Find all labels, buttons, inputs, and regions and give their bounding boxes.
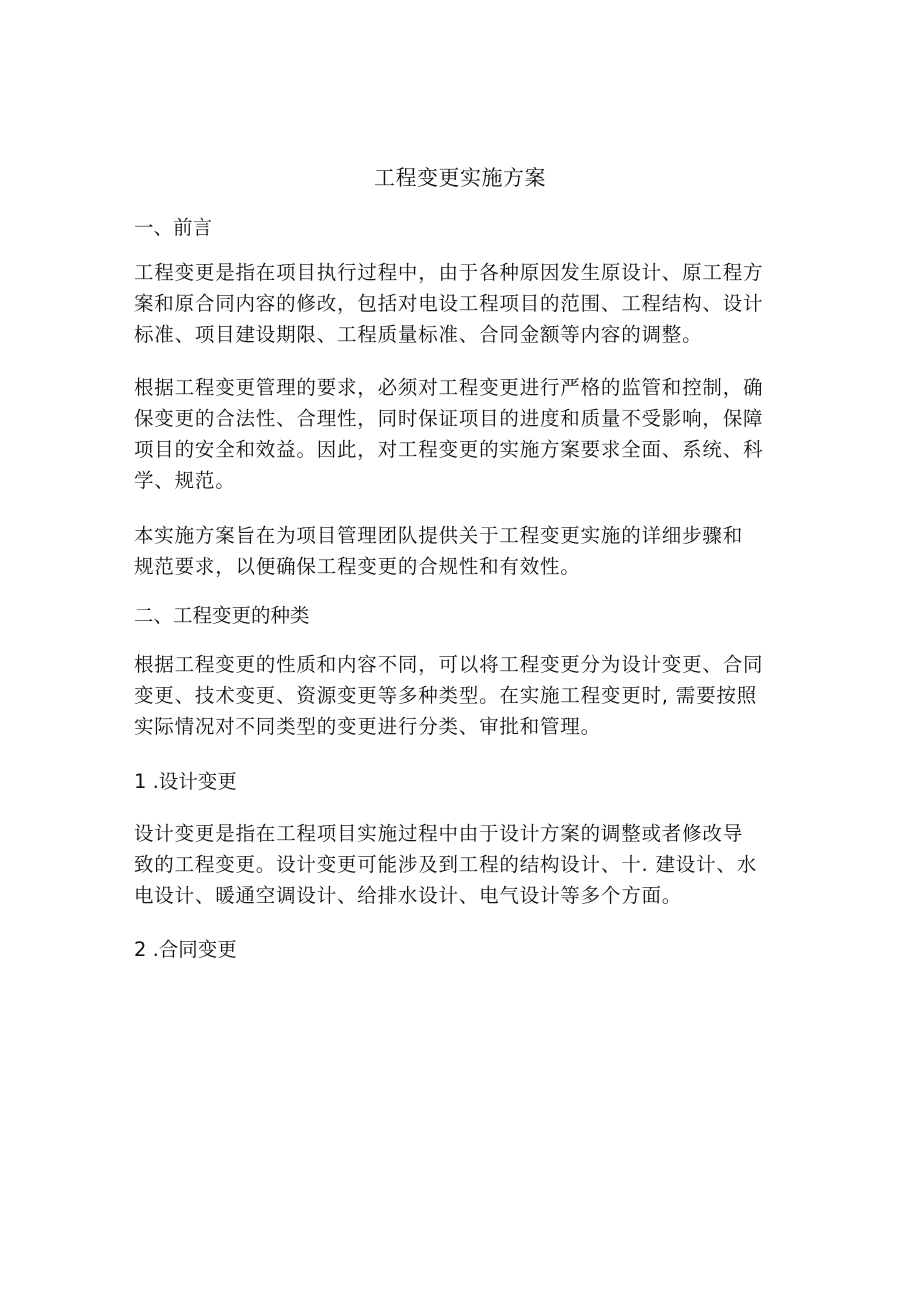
text-line: 变更、技术变更、资源变更等多种类型。在实施工程变更时, 需要按照 <box>134 684 757 707</box>
text-line: 工程变更是指在项目执行过程中，由于各种原因发生原设计、原工程方 <box>134 261 764 284</box>
text-line: 电设计、暖通空调设计、给排水设计、电气设计等多个方面。 <box>134 884 683 907</box>
text-line: 项目的安全和效益。因此，对工程变更的实施方案要求全面、系统、科 <box>134 438 764 461</box>
paragraph-preface-2 <box>134 372 794 496</box>
subsection-heading-design-change: 1 .设计变更 <box>134 770 237 793</box>
text-line: 根据工程变更的性质和内容不同，可以将工程变更分为设计变更、合同 <box>134 653 764 676</box>
text-line: 致的工程变更。设计变更可能涉及到工程的结构设计、十. 建设计、水 <box>134 853 757 876</box>
document-title: 工程变更实施方案 <box>374 166 546 190</box>
paragraph-types-1 <box>134 649 794 742</box>
paragraph-preface-1 <box>134 257 794 350</box>
text-line: 本实施方案旨在为项目管理团队提供关于工程变更实施的详细步骤和 <box>134 524 744 547</box>
section-heading-preface: 一、前言 <box>134 216 213 239</box>
subsection-heading-contract-change: 2 .合同变更 <box>134 938 237 961</box>
text-line: 案和原合同内容的修改，包括对电设工程项目的范围、工程结构、设计 <box>134 292 764 315</box>
text-line: 实际情况对不同类型的变更进行分类、审批和管理。 <box>134 715 601 738</box>
text-line: 根据工程变更管理的要求，必须对工程变更进行严格的监管和控制，确 <box>134 376 764 399</box>
paragraph-preface-3 <box>134 520 794 582</box>
text-line: 设计变更是指在工程项目实施过程中由于设计方案的调整或者修改导 <box>134 822 744 845</box>
text-line: 规范要求，以便确保工程变更的合规性和有效性。 <box>134 555 581 578</box>
section-heading-types: 二、工程变更的种类 <box>134 604 310 627</box>
paragraph-design-change <box>134 818 794 911</box>
text-line: 学、规范。 <box>134 469 236 492</box>
text-line: 保变更的合法性、合理性，同时保证项目的进度和质量不受影响，保障 <box>134 407 764 430</box>
text-line: 标准、项目建设期限、工程质量标准、合同金额等内容的调整。 <box>134 323 703 346</box>
